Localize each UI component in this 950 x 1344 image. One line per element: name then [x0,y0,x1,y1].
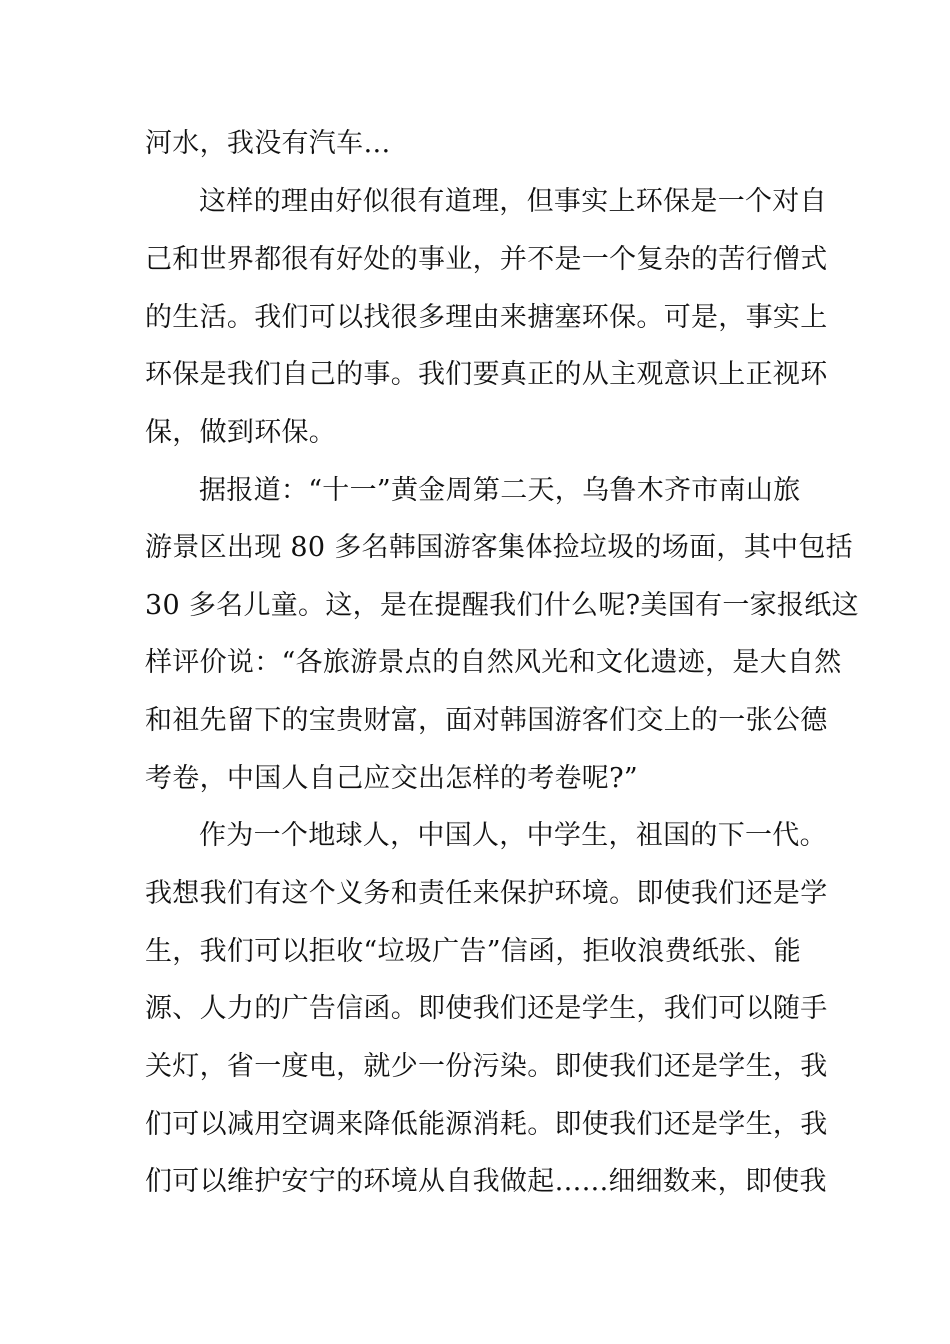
text-line: 游景区出现 80 多名韩国游客集体捡垃圾的场面，其中包括 [145,532,853,563]
paragraph-start-line: 作为一个地球人，中国人，中学生，祖国的下一代。 [199,820,827,851]
text-line: 己和世界都很有好处的事业，并不是一个复杂的苦行僧式 [145,244,828,275]
text-line: 们可以减用空调来降低能源消耗。即使我们还是学生，我 [145,1109,828,1140]
text-line: 生，我们可以拒收“垃圾广告”信函，拒收浪费纸张、能 [145,936,802,967]
text-line: 考卷，中国人自己应交出怎样的考卷呢?” [145,763,638,794]
text-line: 环保是我们自己的事。我们要真正的从主观意识上正视环 [145,359,828,390]
text-line: 样评价说：“各旅游景点的自然风光和文化遗迹，是大自然 [145,647,842,678]
paragraph-start-line: 据报道：“十一”黄金周第二天，乌鲁木齐市南山旅 [199,475,801,506]
text-line: 的生活。我们可以找很多理由来搪塞环保。可是，事实上 [145,302,828,333]
text-line: 和祖先留下的宝贵财富，面对韩国游客们交上的一张公德 [145,705,828,736]
text-line: 30 多名儿童。这，是在提醒我们什么呢?美国有一家报纸这 [145,590,859,621]
text-line: 河水，我没有汽车… [145,128,391,159]
text-line: 我想我们有这个义务和责任来保护环境。即使我们还是学 [145,878,828,909]
text-line: 们可以维护安宁的环境从自我做起…...细细数来，即使我 [145,1166,827,1197]
paragraph-start-line: 这样的理由好似很有道理，但事实上环保是一个对自 [199,186,827,217]
text-line: 源、人力的广告信函。即使我们还是学生，我们可以随手 [145,993,828,1024]
text-line: 保，做到环保。 [145,417,337,448]
text-line: 关灯，省一度电，就少一份污染。即使我们还是学生，我 [145,1051,828,1082]
